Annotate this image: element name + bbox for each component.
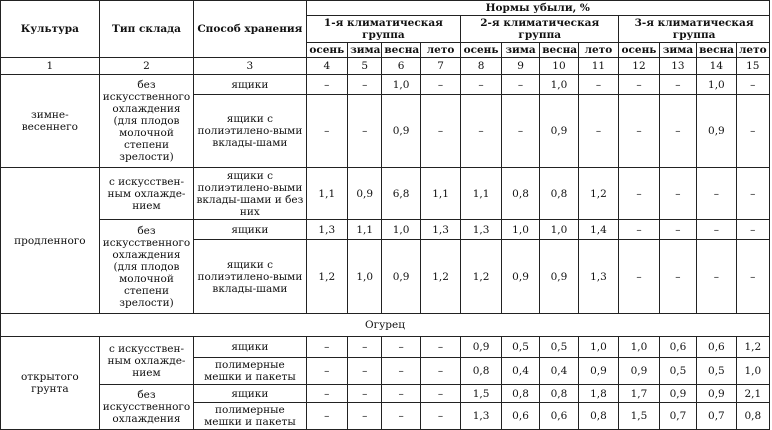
value-cell: 0,9 — [697, 385, 736, 403]
value-cell: – — [659, 75, 696, 95]
value-cell: – — [736, 75, 769, 95]
value-cell: 1,0 — [540, 220, 578, 240]
value-cell: 1,3 — [461, 220, 502, 240]
value-cell: 0,7 — [697, 403, 736, 430]
season-autumn: осень — [461, 43, 502, 58]
value-cell: – — [382, 403, 420, 430]
value-cell: 0,9 — [540, 95, 578, 168]
value-cell: – — [420, 75, 461, 95]
storage-method-cell: ящики — [194, 220, 306, 240]
season-summer: лето — [578, 43, 619, 58]
value-cell: 1,1 — [306, 168, 348, 220]
value-cell: 0,6 — [659, 337, 696, 358]
storage-type-cell: без искусственного охлаждения (для плодов молочной степени зрелости) — [99, 75, 194, 168]
season-spring: весна — [697, 43, 736, 58]
value-cell: – — [578, 75, 619, 95]
value-cell: – — [306, 95, 348, 168]
value-cell: – — [578, 95, 619, 168]
value-cell: – — [619, 95, 660, 168]
column-number: 3 — [194, 58, 306, 75]
value-cell: 0,5 — [697, 358, 736, 385]
column-number: 8 — [461, 58, 502, 75]
value-cell: 0,8 — [540, 385, 578, 403]
storage-method-cell: полимерные мешки и пакеты — [194, 358, 306, 385]
value-cell: 0,8 — [501, 168, 539, 220]
section-title-cucumber: Огурец — [1, 314, 770, 337]
storage-method-cell: ящики с полиэтилено-выми вклады-шами и без них — [194, 168, 306, 220]
value-cell: 1,3 — [306, 220, 348, 240]
value-cell: – — [461, 95, 502, 168]
storage-method-cell: ящики — [194, 385, 306, 403]
value-cell: – — [420, 95, 461, 168]
value-cell: 0,8 — [736, 403, 769, 430]
value-cell: – — [348, 385, 382, 403]
section-row — [1, 314, 770, 337]
value-cell: 1,2 — [578, 168, 619, 220]
value-cell: 1,3 — [420, 220, 461, 240]
value-cell: 0,5 — [501, 337, 539, 358]
value-cell: – — [697, 168, 736, 220]
value-cell: 1,5 — [619, 403, 660, 430]
season-autumn: осень — [306, 43, 348, 58]
value-cell: – — [306, 385, 348, 403]
value-cell: 1,3 — [461, 403, 502, 430]
column-numbers-row — [1, 58, 770, 75]
value-cell: 2,1 — [736, 385, 769, 403]
column-number: 7 — [420, 58, 461, 75]
column-number: 2 — [99, 58, 194, 75]
value-cell: 1,2 — [306, 240, 348, 314]
value-cell: 0,4 — [540, 358, 578, 385]
header-storage-type: Тип склада — [99, 1, 194, 58]
season-winter: зима — [659, 43, 696, 58]
value-cell: 0,5 — [659, 358, 696, 385]
value-cell: 0,7 — [659, 403, 696, 430]
value-cell: – — [697, 220, 736, 240]
value-cell: 0,9 — [697, 95, 736, 168]
value-cell: 1,8 — [578, 385, 619, 403]
table-row — [1, 168, 770, 220]
header-group-1: 1-я климатическая группа — [306, 16, 461, 43]
value-cell: – — [461, 75, 502, 95]
column-number: 11 — [578, 58, 619, 75]
storage-method-cell: ящики — [194, 337, 306, 358]
value-cell: – — [420, 403, 461, 430]
value-cell: 1,2 — [461, 240, 502, 314]
value-cell: – — [420, 358, 461, 385]
value-cell: 0,5 — [540, 337, 578, 358]
value-cell: 1,0 — [697, 75, 736, 95]
column-number: 6 — [382, 58, 420, 75]
column-number: 9 — [501, 58, 539, 75]
value-cell: 1,2 — [420, 240, 461, 314]
value-cell: 0,9 — [382, 240, 420, 314]
season-winter: зима — [348, 43, 382, 58]
season-summer: лето — [420, 43, 461, 58]
value-cell: 1,1 — [348, 220, 382, 240]
storage-method-cell: ящики с полиэтилено-выми вклады-шами — [194, 95, 306, 168]
value-cell: – — [659, 220, 696, 240]
storage-type-cell: без искусственного охлаждения — [99, 385, 194, 430]
column-number: 4 — [306, 58, 348, 75]
value-cell: 1,4 — [578, 220, 619, 240]
culture-cell: продленного — [1, 168, 100, 314]
value-cell: – — [736, 220, 769, 240]
value-cell: – — [348, 75, 382, 95]
column-number: 1 — [1, 58, 100, 75]
column-number: 13 — [659, 58, 696, 75]
value-cell: – — [736, 240, 769, 314]
value-cell: 1,0 — [736, 358, 769, 385]
value-cell: 0,8 — [540, 168, 578, 220]
value-cell: 0,9 — [540, 240, 578, 314]
value-cell: – — [382, 337, 420, 358]
value-cell: – — [348, 337, 382, 358]
value-cell: 0,9 — [501, 240, 539, 314]
value-cell: 1,2 — [736, 337, 769, 358]
column-number: 14 — [697, 58, 736, 75]
value-cell: – — [306, 75, 348, 95]
value-cell: 0,9 — [348, 168, 382, 220]
header-group-3: 3-я климатическая группа — [619, 16, 770, 43]
storage-type-cell: без искусственного охлаждения (для плодов молочной степени зрелости) — [99, 220, 194, 314]
column-number: 5 — [348, 58, 382, 75]
value-cell: 1,1 — [420, 168, 461, 220]
storage-method-cell: ящики — [194, 75, 306, 95]
value-cell: – — [348, 403, 382, 430]
value-cell: 0,9 — [461, 337, 502, 358]
header-group-2: 2-я климатическая группа — [461, 16, 619, 43]
value-cell: 0,9 — [382, 95, 420, 168]
table-row — [1, 385, 770, 403]
table-row — [1, 220, 770, 240]
value-cell: – — [348, 358, 382, 385]
value-cell: 1,0 — [382, 75, 420, 95]
value-cell: 0,8 — [578, 403, 619, 430]
value-cell: – — [501, 95, 539, 168]
value-cell: 1,5 — [461, 385, 502, 403]
value-cell: – — [501, 75, 539, 95]
value-cell: 0,4 — [501, 358, 539, 385]
table-row — [1, 337, 770, 358]
value-cell: – — [382, 385, 420, 403]
culture-cell: открытого грунта — [1, 337, 100, 430]
value-cell: – — [619, 75, 660, 95]
value-cell: 0,9 — [659, 385, 696, 403]
value-cell: – — [306, 403, 348, 430]
season-autumn: осень — [619, 43, 660, 58]
value-cell: 0,8 — [461, 358, 502, 385]
value-cell: 6,8 — [382, 168, 420, 220]
value-cell: 0,6 — [540, 403, 578, 430]
value-cell: 0,6 — [697, 337, 736, 358]
header-norms: Нормы убыли, % — [306, 1, 770, 16]
storage-type-cell: с искусствен-ным охлажде-нием — [99, 168, 194, 220]
value-cell: – — [420, 337, 461, 358]
value-cell: 1,0 — [348, 240, 382, 314]
value-cell: – — [697, 240, 736, 314]
value-cell: 0,9 — [619, 358, 660, 385]
column-number: 15 — [736, 58, 769, 75]
value-cell: – — [659, 95, 696, 168]
season-winter: зима — [501, 43, 539, 58]
value-cell: 1,0 — [619, 337, 660, 358]
value-cell: 0,6 — [501, 403, 539, 430]
value-cell: – — [306, 337, 348, 358]
value-cell: – — [736, 95, 769, 168]
value-cell: 1,0 — [540, 75, 578, 95]
season-spring: весна — [382, 43, 420, 58]
culture-cell: зимне-весеннего — [1, 75, 100, 168]
storage-type-cell: с искусствен-ным охлажде-нием — [99, 337, 194, 385]
value-cell: 1,0 — [501, 220, 539, 240]
value-cell: 0,8 — [501, 385, 539, 403]
value-cell: – — [306, 358, 348, 385]
value-cell: 1,1 — [461, 168, 502, 220]
value-cell: – — [382, 358, 420, 385]
column-number: 10 — [540, 58, 578, 75]
value-cell: 1,0 — [382, 220, 420, 240]
value-cell: – — [619, 220, 660, 240]
value-cell: 0,9 — [578, 358, 619, 385]
value-cell: 1,7 — [619, 385, 660, 403]
value-cell: – — [659, 168, 696, 220]
value-cell: – — [659, 240, 696, 314]
storage-method-cell: ящики с полиэтилено-выми вклады-шами — [194, 240, 306, 314]
value-cell: 1,0 — [578, 337, 619, 358]
value-cell: – — [619, 168, 660, 220]
value-cell: – — [348, 95, 382, 168]
column-number: 12 — [619, 58, 660, 75]
value-cell: – — [420, 385, 461, 403]
value-cell: – — [619, 240, 660, 314]
header-storage-method: Способ хранения — [194, 1, 306, 58]
value-cell: – — [736, 168, 769, 220]
header-culture: Культура — [1, 1, 100, 58]
table-row — [1, 75, 770, 95]
storage-method-cell: полимерные мешки и пакеты — [194, 403, 306, 430]
season-summer: лето — [736, 43, 769, 58]
value-cell: 1,3 — [578, 240, 619, 314]
season-spring: весна — [540, 43, 578, 58]
